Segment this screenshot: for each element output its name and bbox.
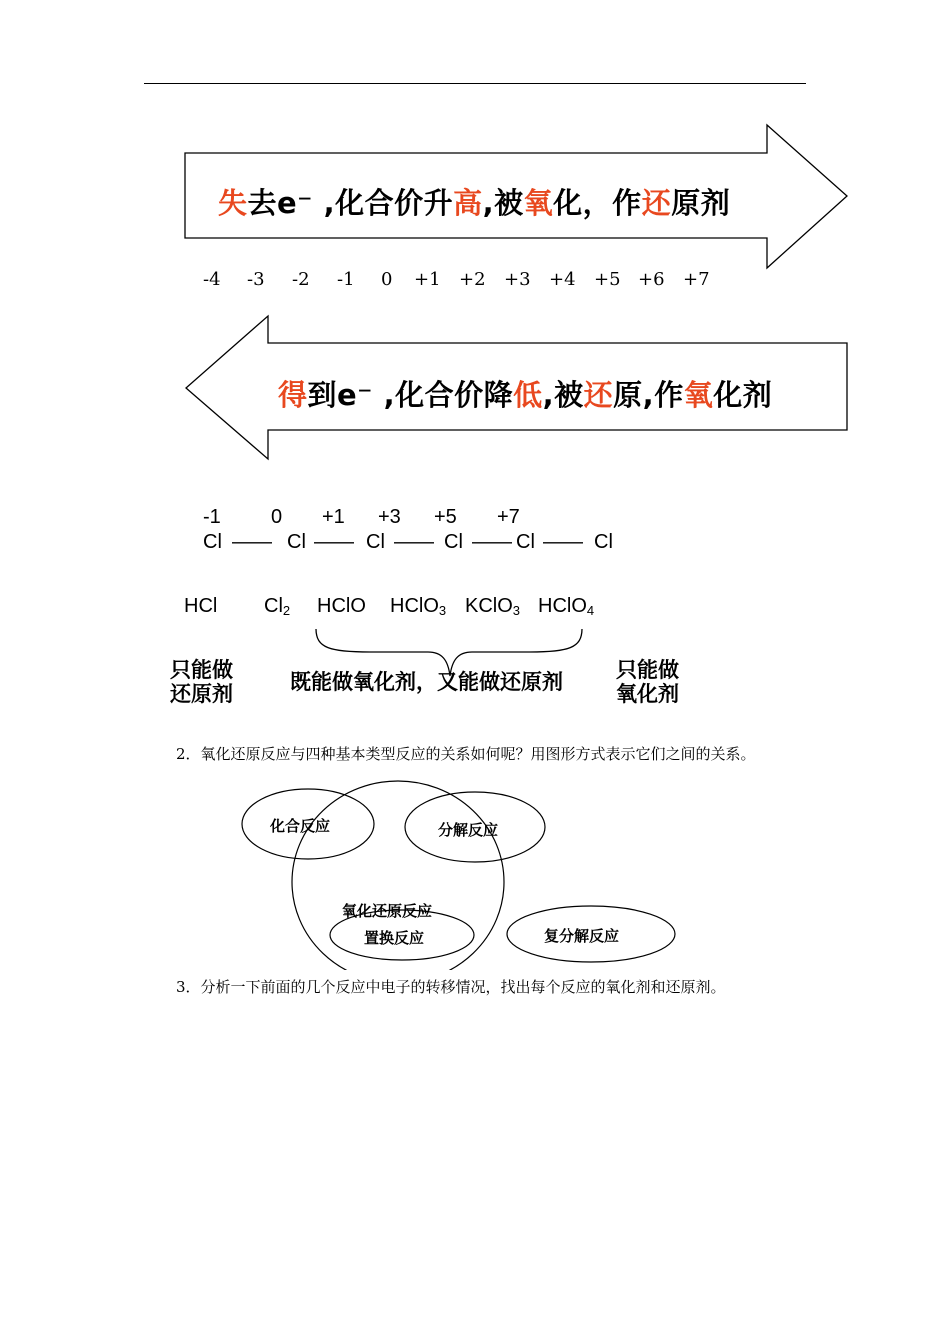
oxidation-state: +1 bbox=[322, 506, 345, 528]
text-segment: ,被 bbox=[482, 186, 524, 220]
oxidation-arrow-text bbox=[218, 181, 730, 222]
text-reduce: 还 bbox=[641, 186, 672, 220]
compound-kclo3 bbox=[465, 595, 520, 618]
reduction-arrow-text bbox=[278, 373, 772, 414]
text-oxy: 氧 bbox=[683, 378, 714, 412]
chain-dash: —— bbox=[314, 531, 354, 553]
label-line: 只能做 bbox=[616, 658, 679, 682]
compound-hclo bbox=[317, 595, 366, 618]
compound-hclo4 bbox=[538, 595, 594, 618]
formula-base: Cl bbox=[264, 595, 283, 617]
text-high: 高 bbox=[453, 186, 483, 220]
oxidation-state: +3 bbox=[378, 506, 401, 528]
displacement-label: 置换反应 bbox=[364, 929, 425, 947]
formula-base: HClO bbox=[317, 595, 366, 617]
text-segment: 化剂 bbox=[713, 378, 773, 412]
compound-hcl bbox=[184, 595, 217, 618]
valence-value: -1 bbox=[337, 269, 355, 290]
valence-value: +4 bbox=[549, 269, 576, 290]
valence-value: 0 bbox=[381, 269, 393, 290]
valence-value: +1 bbox=[414, 269, 441, 290]
formula-base: HClO bbox=[390, 595, 439, 617]
text-segment: 去e⁻ ,化合价升 bbox=[247, 186, 454, 220]
text-segment: 化，作 bbox=[553, 186, 642, 220]
oxidant-only-label bbox=[616, 658, 679, 706]
text-segment: 原剂 bbox=[671, 186, 731, 220]
chlorine-symbol: Cl bbox=[366, 531, 385, 553]
text-segment: ,被 bbox=[542, 378, 584, 412]
formula-base: HClO bbox=[538, 595, 587, 617]
text-oxy: 氧 bbox=[523, 186, 554, 220]
chain-dash: —— bbox=[543, 531, 583, 553]
formula-subscript: 3 bbox=[438, 603, 447, 618]
chlorine-symbol: Cl bbox=[203, 531, 222, 553]
valence-value: +6 bbox=[638, 269, 665, 290]
formula-subscript: 3 bbox=[512, 603, 521, 618]
text-low: 低 bbox=[513, 378, 543, 412]
text-gain: 得 bbox=[278, 378, 308, 412]
chain-dash: —— bbox=[232, 531, 272, 553]
formula-subscript: 4 bbox=[586, 603, 595, 618]
oxidation-state: 0 bbox=[271, 506, 283, 528]
valence-value: -4 bbox=[203, 269, 221, 290]
valence-value: +3 bbox=[504, 269, 531, 290]
text-lose: 失 bbox=[218, 186, 248, 220]
valence-value: +7 bbox=[683, 269, 710, 290]
text-segment: 到e⁻ ,化合价降 bbox=[307, 378, 514, 412]
compound-hclo3 bbox=[390, 595, 446, 618]
reaction-venn-diagram bbox=[230, 780, 700, 970]
label-line: 还原剂 bbox=[170, 682, 233, 706]
compound-cl2 bbox=[264, 595, 290, 618]
double-decomposition-label: 复分解反应 bbox=[544, 927, 620, 945]
formula-base: HCl bbox=[184, 595, 218, 617]
reductant-only-label bbox=[170, 658, 233, 706]
formula-base: KClO bbox=[465, 595, 513, 617]
chain-dash: —— bbox=[394, 531, 434, 553]
chain-dash: —— bbox=[472, 531, 512, 553]
both-roles-label: 既能做氧化剂，又能做还原剂 bbox=[290, 670, 563, 694]
valence-value: +2 bbox=[459, 269, 486, 290]
oxidation-state: +5 bbox=[434, 506, 457, 528]
combination-label: 化合反应 bbox=[270, 817, 331, 835]
valence-value: -3 bbox=[247, 269, 265, 290]
chlorine-symbol: Cl bbox=[287, 531, 306, 553]
chlorine-symbol: Cl bbox=[594, 531, 613, 553]
oxidation-state: +7 bbox=[497, 506, 520, 528]
question-3: 3．分析一下前面的几个反应中电子的转移情况，找出每个反应的氧化剂和还原剂。 bbox=[176, 978, 726, 996]
valence-value: -2 bbox=[292, 269, 310, 290]
formula-subscript: 2 bbox=[282, 603, 291, 618]
redox-label: 氧化还原反应 bbox=[342, 902, 433, 920]
oxidation-state: -1 bbox=[203, 506, 221, 528]
text-reduce: 还 bbox=[583, 378, 614, 412]
text-segment: 原,作 bbox=[613, 378, 684, 412]
valence-value: +5 bbox=[594, 269, 621, 290]
chlorine-symbol: Cl bbox=[516, 531, 535, 553]
label-line: 只能做 bbox=[170, 658, 233, 682]
chlorine-symbol: Cl bbox=[444, 531, 463, 553]
question-2: 2．氧化还原反应与四种基本类型反应的关系如何呢？用图形方式表示它们之间的关系。 bbox=[176, 745, 756, 763]
label-line: 氧化剂 bbox=[616, 682, 679, 706]
decomposition-label: 分解反应 bbox=[438, 821, 499, 839]
